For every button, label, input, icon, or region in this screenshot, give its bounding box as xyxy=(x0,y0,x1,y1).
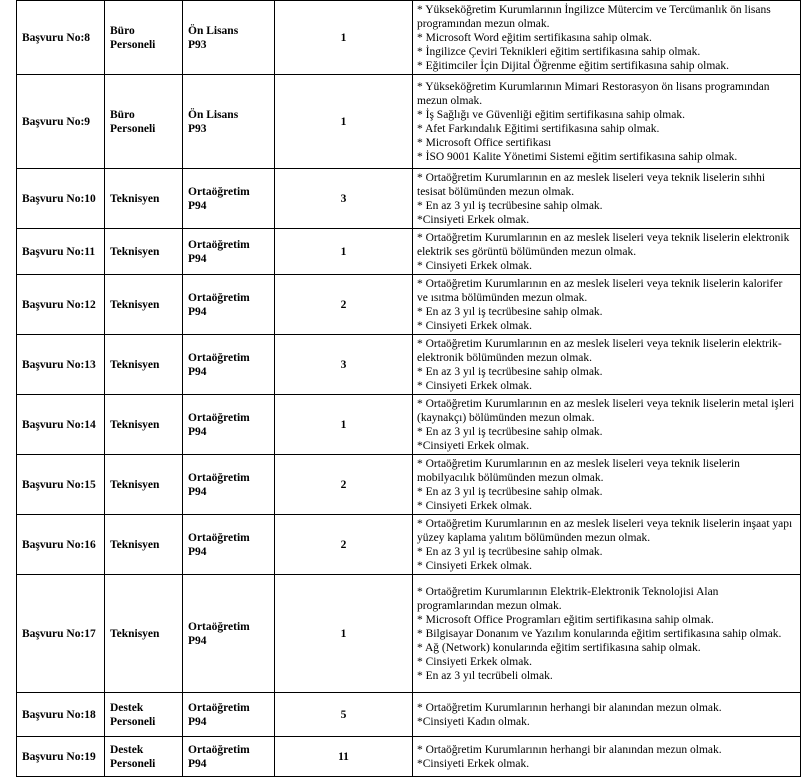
application-number-cell xyxy=(17,169,105,229)
position-count: 3 xyxy=(340,192,347,205)
position-count: 1 xyxy=(340,245,347,258)
requirement-line: * Ortaöğretim Kurumlarının en az meslek liseleri veya teknik liselerin mobilyacılık bölümünden mezun olmak. xyxy=(417,457,740,484)
requirements-cell xyxy=(413,75,801,169)
application-number-cell xyxy=(17,455,105,515)
table-row xyxy=(17,335,801,395)
requirement-line: * Cinsiyeti Erkek olmak. xyxy=(417,259,532,272)
requirement-line: *Cinsiyeti Erkek olmak. xyxy=(417,213,530,226)
requirements-cell xyxy=(413,335,801,395)
position-title: Teknisyen xyxy=(110,478,160,491)
application-number: Başvuru No:8 xyxy=(22,31,91,44)
count-cell xyxy=(275,335,413,395)
application-number: Başvuru No:12 xyxy=(22,298,96,311)
requirement-line: * En az 3 yıl iş tecrübesine sahip olmak. xyxy=(417,485,603,498)
kpss-code: P94 xyxy=(188,199,207,212)
education-cell xyxy=(183,737,275,777)
application-number: Başvuru No:18 xyxy=(22,708,96,721)
table-row xyxy=(17,575,801,693)
requirement-line: * Ortaöğretim Kurumlarının herhangi bir alanından mezun olmak. xyxy=(417,701,722,714)
education-level: Ortaöğretim xyxy=(188,471,250,484)
table-row xyxy=(17,75,801,169)
count-cell xyxy=(275,575,413,693)
position-cell xyxy=(105,455,183,515)
education-cell xyxy=(183,275,275,335)
education-cell xyxy=(183,75,275,169)
application-number-cell xyxy=(17,75,105,169)
position-count: 11 xyxy=(338,750,349,763)
requirement-line: * En az 3 yıl iş tecrübesine sahip olmak. xyxy=(417,199,603,212)
count-cell xyxy=(275,169,413,229)
position-title: Destek Personeli xyxy=(110,743,156,770)
position-count: 1 xyxy=(340,418,347,431)
kpss-code: P94 xyxy=(188,545,207,558)
kpss-code: P93 xyxy=(188,38,207,51)
position-count: 5 xyxy=(340,708,347,721)
requirement-line: * Cinsiyeti Erkek olmak. xyxy=(417,499,532,512)
application-number-cell xyxy=(17,1,105,75)
requirements-cell xyxy=(413,169,801,229)
education-level: Ortaöğretim xyxy=(188,185,250,198)
requirements-cell xyxy=(413,395,801,455)
education-level: Ortaöğretim xyxy=(188,291,250,304)
position-title: Büro Personeli xyxy=(110,24,156,51)
position-cell xyxy=(105,335,183,395)
position-cell xyxy=(105,75,183,169)
education-cell xyxy=(183,169,275,229)
position-count: 3 xyxy=(340,358,347,371)
kpss-code: P94 xyxy=(188,757,207,770)
education-level: Ortaöğretim xyxy=(188,411,250,424)
position-cell xyxy=(105,515,183,575)
position-title: Büro Personeli xyxy=(110,108,156,135)
kpss-code: P94 xyxy=(188,485,207,498)
position-count: 2 xyxy=(340,478,347,491)
requirement-line: * En az 3 yıl iş tecrübesine sahip olmak. xyxy=(417,545,603,558)
education-cell xyxy=(183,575,275,693)
application-number-cell xyxy=(17,395,105,455)
education-level: Ortaöğretim xyxy=(188,701,250,714)
kpss-code: P94 xyxy=(188,365,207,378)
count-cell xyxy=(275,455,413,515)
requirement-line: * Bilgisayar Donanım ve Yazılım konularında eğitim sertifikasına sahip olmak. xyxy=(417,627,782,640)
requirement-line: * Microsoft Office sertifikası xyxy=(417,136,552,149)
education-cell xyxy=(183,335,275,395)
kpss-code: P94 xyxy=(188,252,207,265)
requirement-line: * Cinsiyeti Erkek olmak. xyxy=(417,379,532,392)
requirement-line: * En az 3 yıl iş tecrübesine sahip olmak. xyxy=(417,425,603,438)
requirement-line: * Ortaöğretim Kurumlarının en az meslek liseleri veya teknik liselerin elektronik elektrik ses görüntü bölümünden mezun olmak. xyxy=(417,231,790,258)
table-row xyxy=(17,1,801,75)
education-level: Ortaöğretim xyxy=(188,351,250,364)
table-row xyxy=(17,169,801,229)
requirements-cell xyxy=(413,737,801,777)
count-cell xyxy=(275,737,413,777)
requirement-line: * İngilizce Çeviri Teknikleri eğitim sertifikasına sahip olmak. xyxy=(417,45,701,58)
application-number: Başvuru No:17 xyxy=(22,627,96,640)
requirement-line: * Microsoft Office Programları eğitim sertifikasına sahip olmak. xyxy=(417,613,714,626)
count-cell xyxy=(275,229,413,275)
requirement-line: * Ortaöğretim Kurumlarının en az meslek liseleri veya teknik liselerin sıhhi tesisat bölümünden mezun olmak. xyxy=(417,171,766,198)
requirement-line: * Ortaöğretim Kurumlarının Elektrik-Elektronik Teknolojisi Alan programlarından mezun olmak. xyxy=(417,585,719,612)
application-number: Başvuru No:11 xyxy=(22,245,96,258)
position-cell xyxy=(105,395,183,455)
position-count: 1 xyxy=(340,31,347,44)
application-number: Başvuru No:14 xyxy=(22,418,96,431)
requirement-line: * Ortaöğretim Kurumlarının herhangi bir alanından mezun olmak. xyxy=(417,743,722,756)
requirement-line: * En az 3 yıl iş tecrübesine sahip olmak. xyxy=(417,305,603,318)
count-cell xyxy=(275,275,413,335)
education-cell xyxy=(183,455,275,515)
education-cell xyxy=(183,395,275,455)
requirement-line: * Afet Farkındalık Eğitimi sertifikasına sahip olmak. xyxy=(417,122,660,135)
education-cell xyxy=(183,229,275,275)
education-level: Ön Lisans xyxy=(188,108,239,121)
requirement-line: * İş Sağlığı ve Güvenliği eğitim sertifikasına sahip olmak. xyxy=(417,108,685,121)
requirements-cell xyxy=(413,575,801,693)
requirements-cell xyxy=(413,1,801,75)
requirement-line: * Ağ (Network) konularında eğitim sertifikasına sahip olmak. xyxy=(417,641,701,654)
requirement-line: * Eğitimciler İçin Dijital Öğrenme eğitim sertifikasına sahip olmak. xyxy=(417,59,730,72)
requirement-line: * Yükseköğretim Kurumlarının Mimari Restorasyon ön lisans programından mezun olmak. xyxy=(417,80,770,107)
education-cell xyxy=(183,693,275,737)
requirement-line: * Ortaöğretim Kurumlarının en az meslek liseleri veya teknik liselerin kalorifer ve ısıtma bölümünden mezun olmak. xyxy=(417,277,783,304)
count-cell xyxy=(275,395,413,455)
count-cell xyxy=(275,1,413,75)
count-cell xyxy=(275,693,413,737)
table-row xyxy=(17,395,801,455)
requirement-line: *Cinsiyeti Erkek olmak. xyxy=(417,757,530,770)
table-row xyxy=(17,515,801,575)
requirement-line: * Yükseköğretim Kurumlarının İngilizce Mütercim ve Tercümanlık ön lisans programından mezun olmak. xyxy=(417,3,771,30)
position-count: 1 xyxy=(340,627,347,640)
education-level: Ortaöğretim xyxy=(188,620,250,633)
position-cell xyxy=(105,737,183,777)
position-title: Destek Personeli xyxy=(110,701,156,728)
position-count: 1 xyxy=(340,115,347,128)
requirement-line: * Microsoft Word eğitim sertifikasına sahip olmak. xyxy=(417,31,652,44)
kpss-code: P94 xyxy=(188,634,207,647)
requirement-line: * En az 3 yıl iş tecrübesine sahip olmak. xyxy=(417,365,603,378)
application-number: Başvuru No:15 xyxy=(22,478,96,491)
education-level: Ön Lisans xyxy=(188,24,239,37)
requirement-line: * Cinsiyeti Erkek olmak. xyxy=(417,655,532,668)
position-title: Teknisyen xyxy=(110,192,160,205)
application-number-cell xyxy=(17,575,105,693)
requirements-cell xyxy=(413,515,801,575)
requirement-line: *Cinsiyeti Kadın olmak. xyxy=(417,715,530,728)
requirement-line: * Ortaöğretim Kurumlarının en az meslek liseleri veya teknik liselerin inşaat yapı yüzey kaplama yalıtım bölümünden mezun olmak. xyxy=(417,517,793,544)
education-level: Ortaöğretim xyxy=(188,743,250,756)
requirements-cell xyxy=(413,455,801,515)
requirement-line: * Ortaöğretim Kurumlarının en az meslek liseleri veya teknik liselerin metal işleri (kaynakçı) bölümünden mezun olmak. xyxy=(417,397,795,424)
kpss-code: P94 xyxy=(188,715,207,728)
education-level: Ortaöğretim xyxy=(188,531,250,544)
positions-table xyxy=(16,0,801,777)
application-number-cell xyxy=(17,693,105,737)
position-cell xyxy=(105,575,183,693)
count-cell xyxy=(275,515,413,575)
application-number: Başvuru No:9 xyxy=(22,115,91,128)
position-title: Teknisyen xyxy=(110,358,160,371)
application-number: Başvuru No:13 xyxy=(22,358,96,371)
requirement-line: *Cinsiyeti Erkek olmak. xyxy=(417,439,530,452)
application-number-cell xyxy=(17,275,105,335)
application-number-cell xyxy=(17,335,105,395)
application-number: Başvuru No:10 xyxy=(22,192,96,205)
requirement-line: * Ortaöğretim Kurumlarının en az meslek liseleri veya teknik liselerin elektrik-elektronik bölümünden mezun olmak. xyxy=(417,337,782,364)
position-title: Teknisyen xyxy=(110,627,160,640)
position-title: Teknisyen xyxy=(110,538,160,551)
kpss-code: P94 xyxy=(188,425,207,438)
table-row xyxy=(17,455,801,515)
application-number-cell xyxy=(17,737,105,777)
requirement-line: * İSO 9001 Kalite Yönetimi Sistemi eğitim sertifikasına sahip olmak. xyxy=(417,150,738,163)
table-row xyxy=(17,275,801,335)
table-row xyxy=(17,693,801,737)
position-cell xyxy=(105,169,183,229)
position-cell xyxy=(105,229,183,275)
requirements-cell xyxy=(413,693,801,737)
table-row xyxy=(17,737,801,777)
position-cell xyxy=(105,275,183,335)
kpss-code: P93 xyxy=(188,122,207,135)
position-title: Teknisyen xyxy=(110,245,160,258)
position-cell xyxy=(105,693,183,737)
application-number-cell xyxy=(17,515,105,575)
positions-table-body xyxy=(17,1,801,777)
kpss-code: P94 xyxy=(188,305,207,318)
position-count: 2 xyxy=(340,538,347,551)
position-cell xyxy=(105,1,183,75)
requirements-cell xyxy=(413,229,801,275)
position-title: Teknisyen xyxy=(110,418,160,431)
application-number: Başvuru No:19 xyxy=(22,750,96,763)
education-cell xyxy=(183,1,275,75)
education-level: Ortaöğretim xyxy=(188,238,250,251)
position-title: Teknisyen xyxy=(110,298,160,311)
table-row xyxy=(17,229,801,275)
requirement-line: * En az 3 yıl tecrübeli olmak. xyxy=(417,669,553,682)
requirement-line: * Cinsiyeti Erkek olmak. xyxy=(417,559,532,572)
requirement-line: * Cinsiyeti Erkek olmak. xyxy=(417,319,532,332)
application-number-cell xyxy=(17,229,105,275)
requirements-cell xyxy=(413,275,801,335)
education-cell xyxy=(183,515,275,575)
position-count: 2 xyxy=(340,298,347,311)
application-number: Başvuru No:16 xyxy=(22,538,96,551)
count-cell xyxy=(275,75,413,169)
